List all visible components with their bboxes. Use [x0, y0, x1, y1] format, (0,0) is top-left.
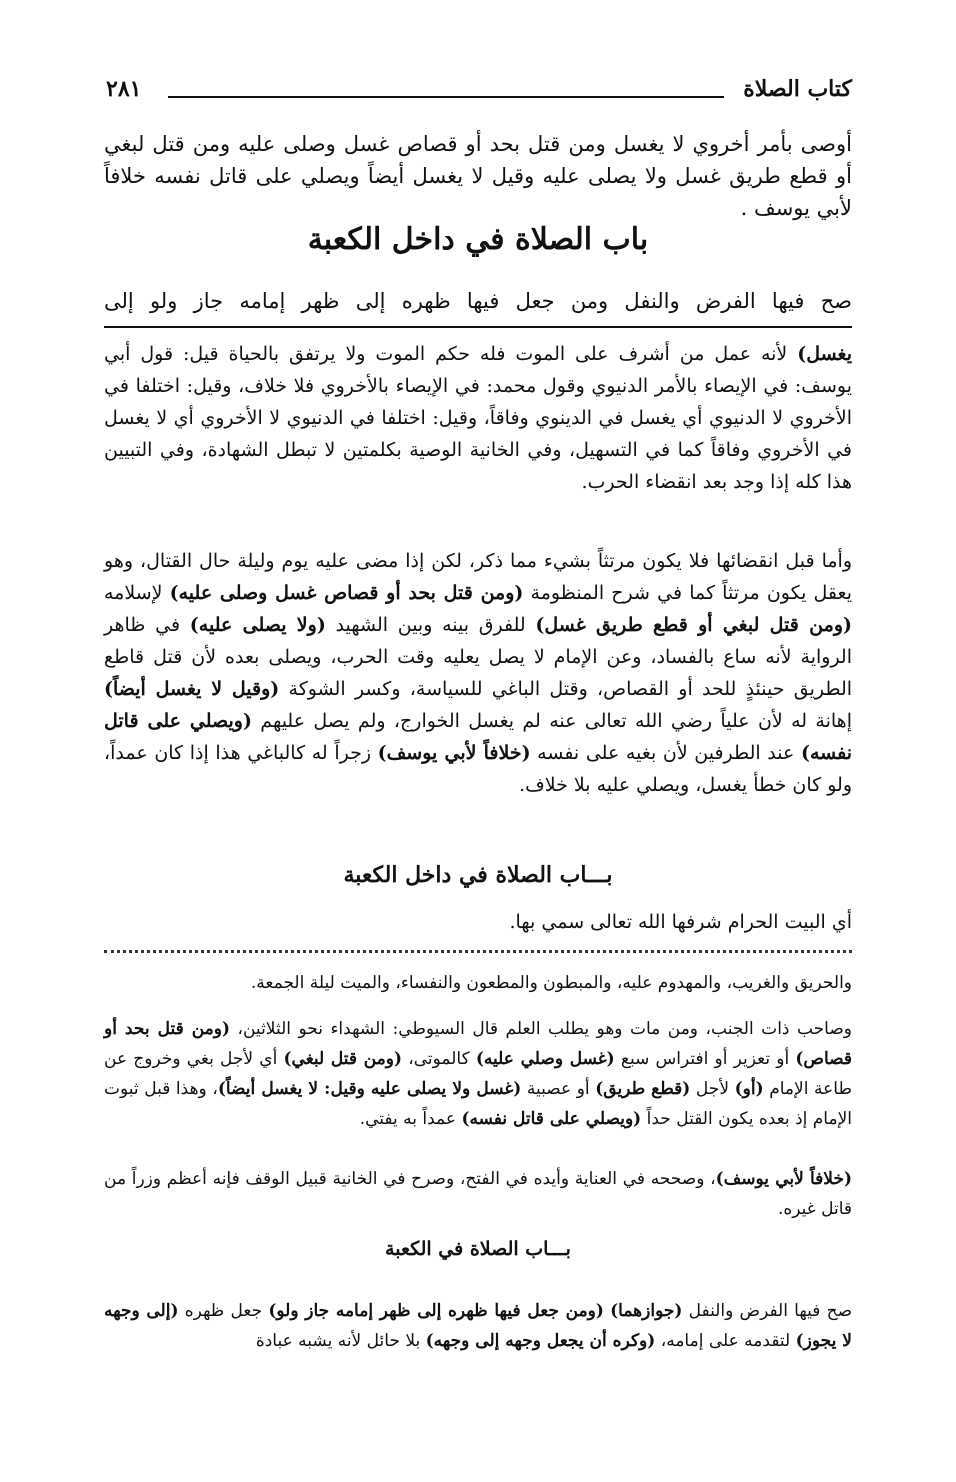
bold-matn: (ومن قتل لبغي أو قطع طريق غسل) [535, 614, 852, 636]
note-text: أو تعزير أو افتراس سبع [614, 1049, 796, 1069]
bold-matn: (ويصلي على قاتل نفسه) [104, 710, 852, 764]
note-text: أي لأجل بغي وخروج عن طاعة الإمام [104, 1049, 852, 1099]
note-paragraph-2 [104, 1014, 852, 1134]
note-paragraph-4 [104, 1296, 852, 1356]
bold-matn: (خلافاً لأبي يوسف) [377, 742, 531, 764]
sharh-paragraph-1 [104, 338, 852, 498]
note-text: ، وصححه في العناية وأيده في الفتح، وصرح في الخانية قبيل الوقف فإنه أعظم وزراً من قاتل غيره. [104, 1169, 852, 1219]
matn-top-paragraph: أوصى بأمر أخروي لا يغسل ومن قتل بحد أو قصاص غسل وصلى عليه ومن قتل لبغي أو قطع طريق غسل ولا يصلى عليه وقيل لا يغسل أيضاً ويصلي على قاتل نفسه خلافاً لأبي يوسف . [104, 132, 852, 220]
bold-matn: (جوازهما) [610, 1301, 683, 1321]
sharh-text: عند الطرفين لأن بغيه على نفسه [530, 742, 801, 764]
bold-matn: (ومن قتل لبغي) [283, 1049, 403, 1069]
bold-matn: (أو) [734, 1079, 764, 1099]
note-text: لتقدمه على إمامه، [655, 1331, 796, 1351]
section-rule [104, 326, 852, 328]
running-title: كتاب الصلاة [743, 76, 852, 102]
note-text: لأجل [690, 1079, 735, 1099]
matn-line: صح فيها الفرض والنفل ومن جعل فيها ظهره إلى ظهر إمامه جاز ولو إلى [104, 289, 852, 313]
bold-matn: (غسل ولا يصلى عليه وقيل: لا يغسل أيضاً) [217, 1079, 522, 1099]
bold-matn: (ولا يصلى عليه) [189, 614, 326, 636]
note-text: عمداً به يفتي. [359, 1109, 462, 1129]
note-text: جعل ظهره [178, 1301, 269, 1321]
note-text: ، وهذا قبل ثبوت الإمام إذ بعده يكون القتل حداً [104, 1079, 852, 1129]
sharh-text: وأما قبل انقضائها فلا يكون مرتثاً بشيء مما ذكر، لكن إذا مضى عليه يوم وليلة حال القتال، وهو يعقل يكون مرتثاً كما في شرح المنظومة [104, 550, 852, 604]
bold-matn: (ومن جعل فيها ظهره إلى ظهر إمامه جاز ولو) [268, 1301, 604, 1321]
note-text: كالموتى، [402, 1049, 476, 1069]
sharh-paragraph-2 [104, 545, 852, 801]
bold-matn: (ويصلي على قاتل نفسه) [461, 1109, 642, 1129]
bold-matn: (غسل وصلي عليه) [475, 1049, 615, 1069]
page-number: ٢٨١ [106, 76, 142, 102]
bold-matn: (وكره أن يجعل وجهه إلى وجهه) [425, 1331, 656, 1351]
bold-matn: (وقيل لا يغسل أيضاً) [104, 678, 280, 700]
bold-matn: (قطع طريق) [595, 1079, 691, 1099]
note-text: صح فيها الفرض والنفل [682, 1301, 853, 1321]
note-chapter-heading: بـــاب الصلاة في الكعبة [385, 1238, 571, 1260]
bold-matn: يغسل) [797, 343, 852, 365]
bold-matn: (خلافاً لأبي يوسف) [715, 1169, 852, 1189]
note-text: وصاحب ذات الجنب، ومن مات وهو يطلب العلم قال السيوطي: الشهداء نحو الثلاثين، [230, 1019, 852, 1039]
sharh-text: زجراً له كالباغي هذا إذا كان عمداً، ولو كان خطأ يغسل، ويصلي عليه بلا خلاف. [104, 742, 852, 796]
dotted-separator [104, 950, 852, 953]
bold-matn: (ومن قتل بحد أو قصاص) [104, 1019, 852, 1069]
sharh-text: إهانة له لأن علياً رضي الله تعالى عنه لم يغسل الخوارج، ولم يصل عليهم [251, 710, 852, 732]
sharh-text: للفرق بينه وبين الشهيد [325, 614, 536, 636]
bold-matn: (ومن قتل بحد أو قصاص غسل وصلى عليه) [169, 582, 524, 604]
sharh-text: لإسلامه [104, 582, 170, 604]
sharh-text: لأنه عمل من أشرف على الموت فله حكم الموت ولا يرتفق بالحياة قيل: قول أبي يوسف: في الإيصاء بالأمر الدنيوي وقول محمد: في الإيصاء بالأخروي فلا خلاف، وقيل: اختلفا في الأخروي لا الدنيوي أي يغسل في الدينوي وفاقاً، وقيل: اختلفا في الدنيوي لا الأخروي أي لا يغسل في الأخروي وفاقاً كما في التسهيل، وفي الخانية الوصية بكلمتين لا تبطل الشهادة، وفي التبيين هذا كله إذا وجد بعد انقضاء الحرب. [104, 343, 852, 493]
note-text: بلا حائل لأنه يشبه عبادة [255, 1331, 426, 1351]
note-paragraph-3 [104, 1164, 852, 1224]
note-paragraph-1: والحريق والغريب، والمهدوم عليه، والمبطون والمطعون والنفساء، والميت ليلة الجمعة. [250, 973, 852, 993]
bold-matn: (إلى وجهه لا يجوز) [104, 1301, 852, 1351]
sharh-chapter-heading: بـــاب الصلاة في داخل الكعبة [343, 862, 613, 888]
header-rule [168, 96, 724, 98]
page-header [106, 76, 852, 112]
sharh-text: في ظاهر الرواية لأنه ساع بالفساد، وعن الإمام لا يصل يعليه وقت الحرب، ويصلى بعده لأن قتل قاطع الطريق حينئذٍ للحد أو القصاص، وقتل الباغي للسياسة، وكسر الشوكة [104, 614, 853, 700]
chapter-heading: باب الصلاة في داخل الكعبة [307, 222, 649, 257]
note-text: أو عصبية [521, 1079, 596, 1099]
sharh-paragraph-3: أي البيت الحرام شرفها الله تعالى سمي بها. [509, 911, 852, 933]
